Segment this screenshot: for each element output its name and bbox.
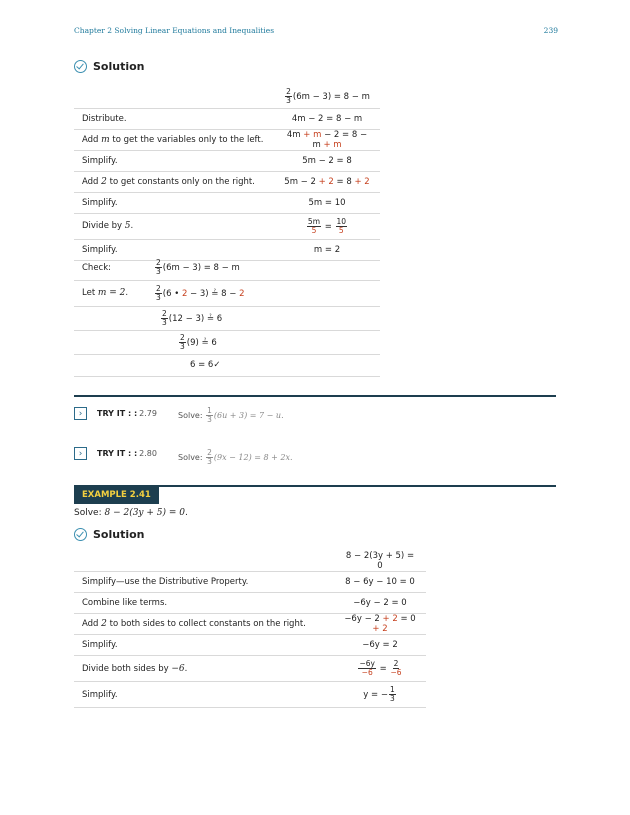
table-row: $\frac{2}{3}$ (12 − 3) ≟ 6 (74, 306, 380, 330)
table-row: Add 2 to get constants only on the right. 5m − 2 + 2 = 8 + 2 (74, 171, 380, 192)
fraction: $\frac{2}{3}$ (156, 283, 161, 302)
chevron-right-icon[interactable]: › (74, 447, 87, 460)
table-row: Simplify. −6y = 2 (74, 635, 426, 656)
solution-title: Solution (93, 60, 145, 73)
table-row: Divide by 5. $\frac{5m}{5}$ = $\frac{10}{5}$ (74, 213, 380, 239)
fraction: $\frac{2}{3}$ (180, 332, 185, 351)
fraction: $\frac{1}{3}$ (389, 685, 395, 703)
table-row: Let m = 2. $\frac{2}{3}$ (6 • 2 − 3) ≟ 8 − 2 (74, 280, 380, 306)
solution-heading: Solution (74, 528, 145, 541)
example-prompt: Solve: 8 − 2(3y + 5) = 0. (74, 508, 188, 518)
example-steps-table (74, 551, 426, 708)
fraction: $\frac{2}{3}$ (286, 87, 291, 106)
solution-steps-table (74, 86, 380, 261)
solution-heading (74, 60, 145, 73)
table-row: Add m to get the variables only to the left. 4m + m − 2 = 8 − m + m (74, 129, 380, 150)
try-it-2-80: › TRY IT : : 2.80 Solve: $\frac{2}{3}$ (9x − 12) = 8 + 2x. (74, 447, 157, 460)
fraction: $\frac{2}{3}$ (156, 258, 161, 277)
table-row: Check: $\frac{2}{3}$ (6m − 3) = 8 − m (74, 256, 380, 280)
example-badge: EXAMPLE 2.41 (74, 486, 159, 504)
table-row: $\frac{2}{3}$ (6m − 3) = 8 − m (74, 86, 380, 108)
table-row: $\frac{2}{3}$ (9) ≟ 6 (74, 330, 380, 354)
table-row: Distribute. 4m − 2 = 8 − m (74, 108, 380, 129)
check-circle-icon (74, 528, 87, 541)
fraction: $\frac{5m}{5}$ (307, 216, 320, 235)
table-row: Simplify. y = − $\frac{1}{3}$ (74, 682, 426, 708)
check-circle-icon (74, 60, 87, 73)
chapter-header: Chapter 2 Solving Linear Equations and Inequalities (74, 26, 275, 35)
fraction: $\frac{10}{5}$ (336, 216, 347, 235)
table-row: Simplify. 5m = 10 (74, 192, 380, 213)
fraction: $\frac{-6y}{-6}$ (359, 659, 375, 677)
table-row: Simplify. m = 2 (74, 239, 380, 260)
table-row: Combine like terms. −6y − 2 = 0 (74, 593, 426, 614)
table-row: Simplify—use the Distributive Property. 8 − 6y − 10 = 0 (74, 572, 426, 593)
chevron-right-icon[interactable]: › (74, 407, 87, 420)
table-row: Divide both sides by −6. $\frac{-6y}{-6}$ = $\frac{2}{-6}$ (74, 656, 426, 682)
fraction: $\frac{2}{-6}$ (390, 659, 402, 677)
section-divider (74, 395, 556, 397)
table-row: 8 − 2(3y + 5) = 0 (74, 551, 426, 572)
try-it-2-79: › TRY IT : : 2.79 Solve: $\frac{1}{3}$ (6u + 3) = 7 − u. (74, 407, 157, 420)
check-table (74, 256, 380, 377)
table-row: 6 = 6✓ (74, 354, 380, 376)
table-row: Add 2 to both sides to collect constants on the right. −6y − 2 + 2 = 0 + 2 (74, 614, 426, 635)
fraction: $\frac{2}{3}$ (162, 308, 167, 327)
page-number: 239 (543, 26, 558, 35)
table-row: Simplify. 5m − 2 = 8 (74, 150, 380, 171)
